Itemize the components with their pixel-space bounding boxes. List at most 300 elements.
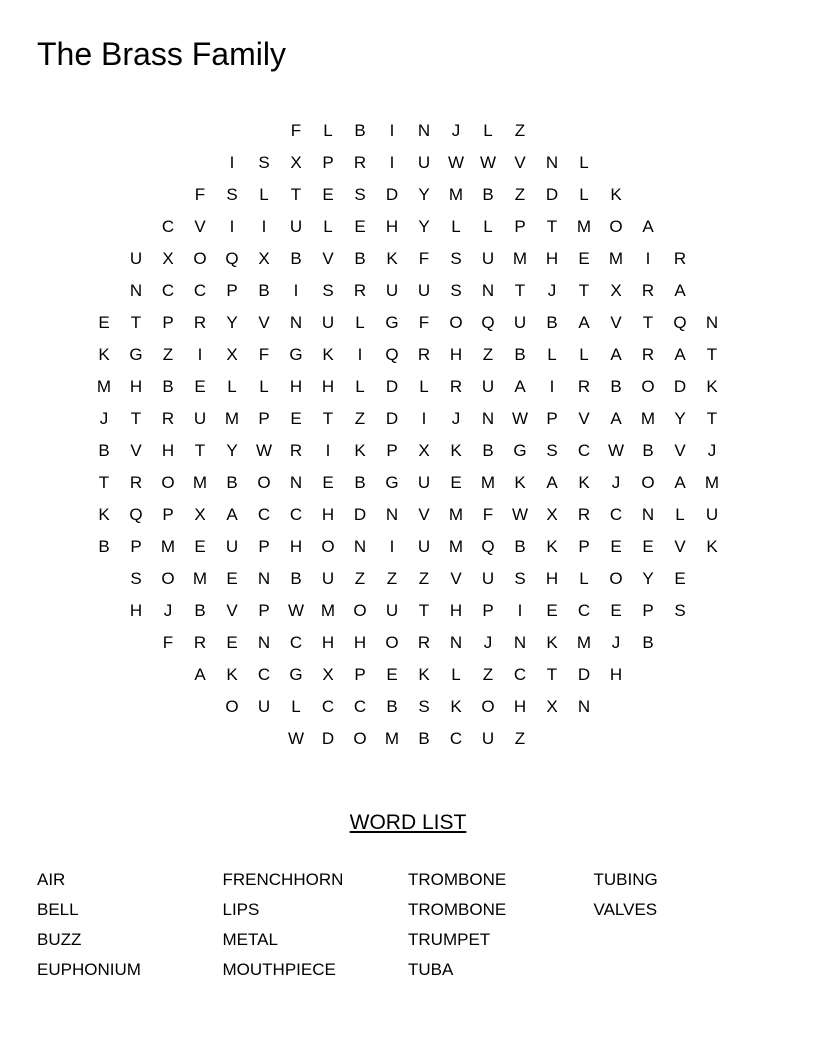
grid-row xyxy=(88,307,728,339)
grid-letter: B xyxy=(514,345,526,364)
grid-letter: M xyxy=(192,569,208,588)
grid-letter: T xyxy=(418,601,430,620)
grid-letter: H xyxy=(321,505,335,524)
grid-letter: K xyxy=(450,697,462,716)
grid-letter: E xyxy=(578,249,590,268)
grid-letter: C xyxy=(513,665,527,684)
grid-letter: E xyxy=(642,537,654,556)
grid-letter: A xyxy=(514,377,526,396)
grid-letter: D xyxy=(385,185,399,204)
grid-letter: R xyxy=(417,345,431,364)
grid-letter: C xyxy=(289,633,303,652)
grid-letter: Z xyxy=(514,729,526,748)
grid-letter: P xyxy=(226,281,238,300)
grid-letter: B xyxy=(98,441,110,460)
grid-letter: K xyxy=(418,665,430,684)
grid-letter: E xyxy=(610,601,622,620)
grid-letter: M xyxy=(480,473,496,492)
grid-letter: R xyxy=(641,345,655,364)
grid-letter: U xyxy=(513,313,527,332)
grid-letter: N xyxy=(289,313,303,332)
grid-letter: U xyxy=(705,505,719,524)
grid-letter: U xyxy=(481,729,495,748)
grid-letter: V xyxy=(226,601,238,620)
grid-letter: P xyxy=(162,505,174,524)
grid-letter: T xyxy=(514,281,526,300)
grid-letter: B xyxy=(482,441,494,460)
grid-letter: X xyxy=(226,345,238,364)
grid-letter: S xyxy=(546,441,558,460)
grid-letter: S xyxy=(450,281,462,300)
grid-letter: T xyxy=(290,185,302,204)
grid-letter: U xyxy=(481,377,495,396)
grid-letter: T xyxy=(130,409,142,428)
grid-letter: O xyxy=(609,217,623,236)
grid-letter: P xyxy=(130,537,142,556)
word-list-item: LIPS xyxy=(222,900,260,919)
grid-letter: L xyxy=(451,665,461,684)
grid-letter: M xyxy=(448,537,464,556)
grid-letter: R xyxy=(353,153,367,172)
grid-letter: I xyxy=(197,345,203,364)
grid-letter: K xyxy=(578,473,590,492)
grid-letter: T xyxy=(578,281,590,300)
grid-row xyxy=(88,595,728,627)
grid-letter: Y xyxy=(226,441,238,460)
grid-letter: H xyxy=(385,217,399,236)
word-list-item: TUBA xyxy=(408,960,454,979)
grid-letter: P xyxy=(322,153,334,172)
grid-letter: I xyxy=(325,441,331,460)
grid-letter: N xyxy=(449,633,463,652)
grid-letter: U xyxy=(417,473,431,492)
grid-letter: I xyxy=(261,217,267,236)
grid-letter: Z xyxy=(162,345,174,364)
grid-letter: P xyxy=(578,537,590,556)
grid-letter: O xyxy=(321,537,335,556)
grid-letter: K xyxy=(546,633,558,652)
grid-letter: J xyxy=(547,281,557,300)
grid-letter: N xyxy=(481,409,495,428)
grid-letter: M xyxy=(448,185,464,204)
grid-letter: O xyxy=(609,569,623,588)
grid-letter: J xyxy=(451,121,461,140)
grid-letter: K xyxy=(98,345,110,364)
grid-letter: D xyxy=(385,377,399,396)
grid-letter: S xyxy=(418,697,430,716)
grid-letter: I xyxy=(645,249,651,268)
grid-letter: L xyxy=(323,217,333,236)
grid-letter: W xyxy=(255,441,273,460)
grid-letter: T xyxy=(194,441,206,460)
grid-letter: M xyxy=(224,409,240,428)
grid-letter: T xyxy=(98,473,110,492)
word-list-item: VALVES xyxy=(593,900,658,919)
grid-letter: L xyxy=(227,377,237,396)
grid-letter: L xyxy=(259,377,269,396)
grid-letter: M xyxy=(384,729,400,748)
grid-letter: N xyxy=(257,633,271,652)
grid-letter: X xyxy=(418,441,430,460)
grid-letter: E xyxy=(226,633,238,652)
grid-letter: C xyxy=(321,697,335,716)
grid-letter: B xyxy=(162,377,174,396)
grid-letter: H xyxy=(321,377,335,396)
grid-row xyxy=(88,691,728,723)
grid-letter: F xyxy=(194,185,206,204)
grid-letter: K xyxy=(98,505,110,524)
grid-letter: Z xyxy=(354,569,366,588)
grid-letter: W xyxy=(511,505,529,524)
grid-letter: F xyxy=(290,121,302,140)
grid-letter: F xyxy=(482,505,494,524)
grid-letter: Z xyxy=(386,569,398,588)
grid-letter: J xyxy=(611,633,621,652)
grid-letter: K xyxy=(450,441,462,460)
grid-letter: C xyxy=(257,665,271,684)
word-list-column xyxy=(408,867,593,987)
grid-letter: U xyxy=(225,537,239,556)
grid-letter: O xyxy=(353,729,367,748)
grid-letter: U xyxy=(193,409,207,428)
grid-row xyxy=(88,275,728,307)
grid-letter: Y xyxy=(418,185,430,204)
grid-letter: A xyxy=(194,665,206,684)
grid-letter: E xyxy=(226,569,238,588)
grid-letter: D xyxy=(577,665,591,684)
word-list-item: BUZZ xyxy=(37,930,82,949)
grid-letter: R xyxy=(353,281,367,300)
grid-letter: O xyxy=(161,569,175,588)
grid-letter: C xyxy=(161,281,175,300)
grid-letter: C xyxy=(289,505,303,524)
grid-letter: I xyxy=(229,217,235,236)
grid-letter: T xyxy=(130,313,142,332)
grid-letter: M xyxy=(192,473,208,492)
grid-letter: H xyxy=(129,377,143,396)
grid-letter: I xyxy=(357,345,363,364)
grid-letter: K xyxy=(226,665,238,684)
grid-letter: R xyxy=(161,409,175,428)
grid-letter: U xyxy=(417,153,431,172)
grid-letter: H xyxy=(321,633,335,652)
grid-letter: C xyxy=(257,505,271,524)
word-list-item: FRENCHHORN xyxy=(222,870,344,889)
grid-letter: E xyxy=(322,473,334,492)
grid-letter: A xyxy=(578,313,590,332)
grid-letter: X xyxy=(546,505,558,524)
grid-letter: E xyxy=(546,601,558,620)
grid-letter: B xyxy=(546,313,558,332)
grid-letter: X xyxy=(258,249,270,268)
grid-letter: H xyxy=(353,633,367,652)
grid-letter: U xyxy=(417,281,431,300)
grid-letter: L xyxy=(259,185,269,204)
grid-letter: L xyxy=(291,697,301,716)
grid-row xyxy=(88,499,728,531)
grid-letter: B xyxy=(354,121,366,140)
grid-row xyxy=(88,723,728,755)
grid-letter: P xyxy=(546,409,558,428)
grid-row xyxy=(88,627,728,659)
grid-letter: M xyxy=(576,633,592,652)
grid-letter: I xyxy=(389,537,395,556)
grid-letter: M xyxy=(704,473,720,492)
grid-letter: I xyxy=(517,601,523,620)
grid-letter: L xyxy=(323,121,333,140)
grid-row xyxy=(88,435,728,467)
grid-letter: C xyxy=(193,281,207,300)
grid-letter: C xyxy=(577,441,591,460)
grid-letter: F xyxy=(162,633,174,652)
grid-letter: V xyxy=(674,537,686,556)
grid-letter: U xyxy=(129,249,143,268)
grid-letter: N xyxy=(353,537,367,556)
grid-letter: N xyxy=(641,505,655,524)
page-title: The Brass Family xyxy=(37,36,286,72)
grid-letter: S xyxy=(514,569,526,588)
grid-letter: I xyxy=(549,377,555,396)
grid-letter: E xyxy=(194,377,206,396)
grid-letter: H xyxy=(545,569,559,588)
grid-letter: R xyxy=(577,505,591,524)
grid-letter: W xyxy=(287,601,305,620)
grid-row xyxy=(88,659,728,691)
grid-letter: P xyxy=(258,409,270,428)
grid-letter: V xyxy=(578,409,590,428)
grid-letter: H xyxy=(609,665,623,684)
word-list-item: BELL xyxy=(37,900,79,919)
grid-letter: B xyxy=(642,633,654,652)
grid-letter: S xyxy=(322,281,334,300)
word-list-item: TROMBONE xyxy=(408,900,507,919)
grid-letter: L xyxy=(547,345,557,364)
grid-letter: B xyxy=(418,729,430,748)
grid-letter: A xyxy=(546,473,558,492)
grid-letter: P xyxy=(162,313,174,332)
grid-letter: P xyxy=(514,217,526,236)
grid-letter: J xyxy=(483,633,493,652)
grid-letter: R xyxy=(417,633,431,652)
grid-row xyxy=(88,115,728,147)
grid-letter: E xyxy=(290,409,302,428)
grid-letter: X xyxy=(162,249,174,268)
grid-letter: T xyxy=(546,217,558,236)
grid-letter: U xyxy=(257,697,271,716)
grid-letter: X xyxy=(610,281,622,300)
grid-letter: P xyxy=(642,601,654,620)
grid-letter: N xyxy=(257,569,271,588)
grid-row xyxy=(88,339,728,371)
grid-letter: U xyxy=(481,249,495,268)
grid-letter: J xyxy=(163,601,173,620)
grid-letter: P xyxy=(258,537,270,556)
grid-letter: I xyxy=(421,409,427,428)
word-list-item: EUPHONIUM xyxy=(37,960,141,979)
grid-letter: D xyxy=(673,377,687,396)
grid-letter: Q xyxy=(385,345,399,364)
grid-letter: W xyxy=(479,153,497,172)
grid-row xyxy=(88,211,728,243)
grid-letter: N xyxy=(417,121,431,140)
grid-row xyxy=(88,243,728,275)
grid-letter: E xyxy=(354,217,366,236)
grid-letter: I xyxy=(293,281,299,300)
grid-letter: G xyxy=(129,345,143,364)
grid-letter: C xyxy=(161,217,175,236)
grid-row xyxy=(88,531,728,563)
grid-letter: W xyxy=(607,441,625,460)
grid-letter: A xyxy=(674,473,686,492)
grid-letter: B xyxy=(354,473,366,492)
grid-letter: A xyxy=(226,505,238,524)
grid-letter: H xyxy=(161,441,175,460)
grid-letter: V xyxy=(130,441,142,460)
grid-letter: T xyxy=(706,409,718,428)
grid-letter: L xyxy=(579,569,589,588)
word-search-grid xyxy=(88,115,728,755)
grid-letter: K xyxy=(354,441,366,460)
grid-letter: Y xyxy=(642,569,654,588)
grid-letter: O xyxy=(161,473,175,492)
grid-letter: E xyxy=(194,537,206,556)
word-list xyxy=(37,867,781,997)
grid-letter: I xyxy=(389,121,395,140)
grid-letter: B xyxy=(354,249,366,268)
grid-letter: M xyxy=(576,217,592,236)
grid-letter: J xyxy=(707,441,717,460)
grid-letter: R xyxy=(673,249,687,268)
grid-letter: Z xyxy=(482,345,494,364)
word-list-item: TRUMPET xyxy=(408,930,491,949)
grid-letter: S xyxy=(450,249,462,268)
grid-letter: B xyxy=(258,281,270,300)
grid-letter: Z xyxy=(514,121,526,140)
grid-letter: H xyxy=(513,697,527,716)
grid-letter: X xyxy=(546,697,558,716)
grid-letter: K xyxy=(514,473,526,492)
grid-letter: M xyxy=(160,537,176,556)
grid-row xyxy=(88,179,728,211)
grid-letter: L xyxy=(355,313,365,332)
grid-letter: J xyxy=(451,409,461,428)
grid-letter: M xyxy=(640,409,656,428)
grid-letter: C xyxy=(353,697,367,716)
grid-letter: N xyxy=(705,313,719,332)
grid-letter: A xyxy=(674,281,686,300)
grid-letter: E xyxy=(674,569,686,588)
grid-letter: E xyxy=(386,665,398,684)
grid-letter: Z xyxy=(418,569,430,588)
grid-letter: U xyxy=(481,569,495,588)
grid-letter: C xyxy=(577,601,591,620)
grid-letter: M xyxy=(512,249,528,268)
grid-letter: U xyxy=(417,537,431,556)
grid-letter: R xyxy=(641,281,655,300)
grid-letter: L xyxy=(675,505,685,524)
grid-letter: A xyxy=(610,345,622,364)
grid-letter: R xyxy=(193,313,207,332)
grid-letter: B xyxy=(226,473,238,492)
grid-letter: Z xyxy=(354,409,366,428)
grid-letter: G xyxy=(289,345,303,364)
grid-letter: H xyxy=(545,249,559,268)
word-list-item: METAL xyxy=(222,930,278,949)
grid-letter: K xyxy=(610,185,622,204)
grid-letter: B xyxy=(514,537,526,556)
grid-letter: W xyxy=(447,153,465,172)
grid-letter: Y xyxy=(674,409,686,428)
grid-letter: U xyxy=(289,217,303,236)
grid-letter: M xyxy=(320,601,336,620)
grid-letter: N xyxy=(289,473,303,492)
grid-letter: L xyxy=(579,345,589,364)
grid-letter: H xyxy=(449,345,463,364)
grid-letter: Z xyxy=(482,665,494,684)
grid-letter: J xyxy=(611,473,621,492)
grid-letter: R xyxy=(577,377,591,396)
grid-letter: L xyxy=(483,217,493,236)
grid-letter: K xyxy=(706,537,718,556)
grid-letter: U xyxy=(385,601,399,620)
word-list-column xyxy=(594,867,779,927)
grid-row xyxy=(88,147,728,179)
grid-letter: V xyxy=(322,249,334,268)
grid-letter: B xyxy=(194,601,206,620)
grid-letter: T xyxy=(322,409,334,428)
grid-letter: V xyxy=(418,505,430,524)
grid-letter: I xyxy=(389,153,395,172)
grid-letter: V xyxy=(610,313,622,332)
grid-letter: L xyxy=(483,121,493,140)
grid-letter: F xyxy=(418,313,430,332)
grid-letter: X xyxy=(194,505,206,524)
grid-letter: S xyxy=(354,185,366,204)
word-list-heading: WORD LIST xyxy=(349,811,467,834)
grid-letter: O xyxy=(257,473,271,492)
grid-letter: M xyxy=(96,377,112,396)
grid-letter: U xyxy=(321,313,335,332)
grid-letter: B xyxy=(642,441,654,460)
grid-letter: T xyxy=(706,345,718,364)
grid-letter: F xyxy=(418,249,430,268)
grid-letter: S xyxy=(258,153,270,172)
grid-letter: O xyxy=(353,601,367,620)
grid-letter: Q xyxy=(225,249,239,268)
grid-letter: W xyxy=(287,729,305,748)
grid-letter: D xyxy=(353,505,367,524)
grid-letter: G xyxy=(385,313,399,332)
grid-letter: P xyxy=(482,601,494,620)
grid-letter: O xyxy=(449,313,463,332)
grid-letter: E xyxy=(450,473,462,492)
grid-letter: M xyxy=(608,249,624,268)
grid-letter: Q xyxy=(481,313,495,332)
grid-letter: Q xyxy=(129,505,143,524)
grid-letter: S xyxy=(674,601,686,620)
grid-letter: N xyxy=(577,697,591,716)
grid-letter: G xyxy=(289,665,303,684)
grid-letter: U xyxy=(385,281,399,300)
grid-letter: V xyxy=(258,313,270,332)
grid-letter: W xyxy=(511,409,529,428)
grid-letter: N xyxy=(545,153,559,172)
grid-letter: S xyxy=(130,569,142,588)
grid-letter: I xyxy=(229,153,235,172)
grid-letter: N xyxy=(129,281,143,300)
grid-letter: Q xyxy=(673,313,687,332)
grid-letter: V xyxy=(674,441,686,460)
